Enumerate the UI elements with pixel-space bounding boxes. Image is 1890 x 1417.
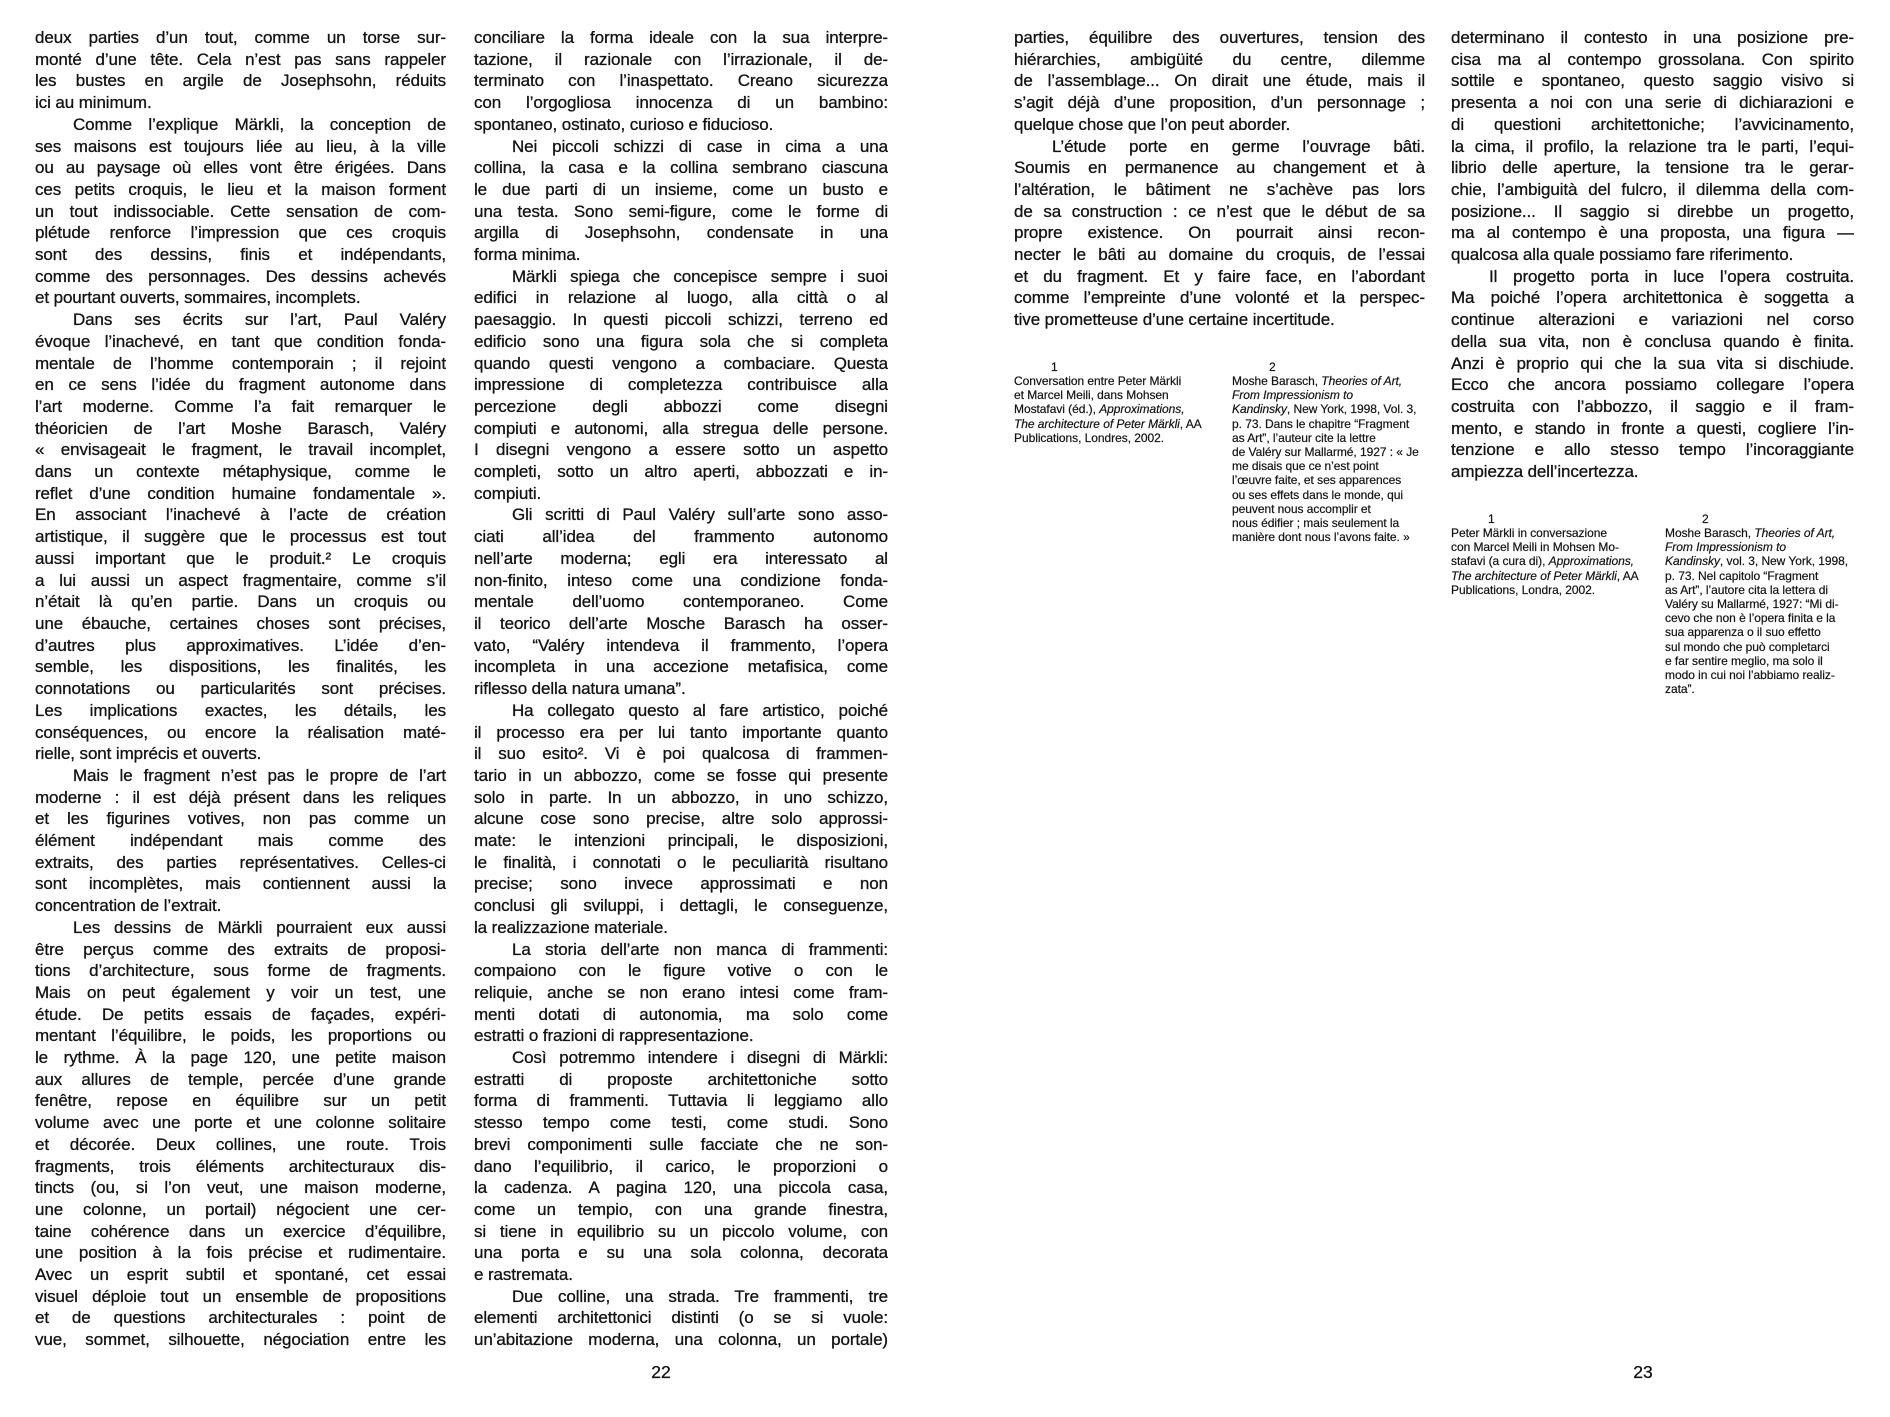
footnote-line: as Art”, l’autore cita la lettera di [1665, 582, 1828, 597]
text-line: I disegni vengono a essere sotto un aspetto [474, 440, 888, 460]
text-line: incompleta in una accezione metafisica, come [474, 657, 888, 677]
text-line: Mais on peut également y voir un test, une [35, 982, 446, 1002]
footnote [1014, 360, 1207, 545]
text-line: Dans ses écrits sur l’art, Paul Valéry [73, 310, 446, 330]
text-line: si tiene in equilibrio su un piccolo volume, con [474, 1221, 888, 1241]
text-line: une colonne, un portail) négocient une cer- [35, 1199, 446, 1219]
footnote-line: zata”. [1665, 682, 1695, 697]
text-line: et du fragment. Et y faire face, en l’abordant [1014, 266, 1425, 286]
footnote-line: Publications, Londra, 2002. [1451, 582, 1596, 597]
footnote-line: Peter Märkli in conversazione [1451, 525, 1607, 540]
footnote-number: 2 [1269, 359, 1276, 374]
text-line: d’autres plus approximatives. L’idée d’en- [35, 635, 446, 655]
text-line: una porta e su una sola colonna, decorata [474, 1243, 888, 1263]
text-line: et pourtant ouverts, sommaires, incomplets. [35, 288, 361, 308]
text-line: Gli scritti di Paul Valéry sull’arte sono asso- [512, 505, 888, 525]
text-line: estratti di proposte architettoniche sotto [474, 1069, 888, 1089]
text-line: edificio sono una figura sola che si completa [474, 331, 888, 351]
text-line: l’altération, le bâtiment ne s’achève pas lors [1014, 179, 1425, 199]
text-line: con l’orgogliosa innocenza di un bambino: [474, 93, 888, 113]
text-line: solo in parte. In un abbozzo, in uno schizzo, [474, 787, 888, 807]
text-line: monté d’une tête. Cela n’est pas sans rappeler [35, 49, 446, 69]
footnote-line: me disais que ce n’est point [1232, 459, 1379, 474]
text-line: évoque l’inachevé, en tant que condition fonda- [35, 331, 446, 351]
text-line: et de questions architecturales : point de [35, 1308, 446, 1328]
text-line: en ce sens l’idée du fragment autonome dans [35, 375, 446, 395]
text-line: s’agit déjà d’une proposition, d’un personnage ; [1014, 93, 1425, 113]
footnote-line: Mostafavi (éd.), Approximations, [1014, 402, 1185, 417]
text-line: la cadenza. A pagina 120, una piccola casa, [474, 1178, 888, 1198]
text-line: et les figurines votives, non pas comme un [35, 809, 446, 829]
text-line: posizione... Il saggio si direbbe un progetto, [1451, 201, 1854, 221]
column-italian-page-22 [474, 27, 888, 1367]
text-line: compiuti. [474, 483, 542, 503]
text-line: forma di frammenti. Tuttavia li leggiamo allo [474, 1091, 888, 1111]
text-line: les bustes en argile de Josephsohn, réduits [35, 71, 446, 91]
text-line: Ma poiché l’opera architettonica è soggetta a [1451, 288, 1854, 308]
text-line: le finalità, i connotati o le peculiarità risultano [474, 852, 888, 872]
text-line: tincts (ou, si l’on veut, une maison moderne, [35, 1178, 446, 1198]
text-line: En associant l’inachevé à l’acte de création [35, 505, 446, 525]
text-line: non-finito, inteso come una condizione fonda- [474, 570, 888, 590]
text-line: mate: le intenzioni principali, le disposizioni, [474, 831, 888, 851]
text-line: determinano il contesto in una posizione pre- [1451, 28, 1854, 47]
text-line: tenzione e allo stesso tempo l’incoraggiante [1451, 440, 1854, 460]
text-line: a lui aussi un aspect fragmentaire, comme s’il [35, 570, 446, 590]
footnote-number: 1 [1051, 359, 1058, 374]
text-line: ma al contempo è una proposta, una figura — [1451, 223, 1854, 243]
text-line: conclusi gli sviluppi, i dettagli, le conseguenze, [474, 896, 888, 916]
text-line: elementi architettonici distinti (o se si vuole: [474, 1308, 888, 1328]
footnote-line: de Valéry sur Mallarmé, 1927 : « Je [1232, 445, 1419, 460]
footnotes [1451, 512, 1854, 697]
text-line: être perçus comme des extraits de proposi- [35, 939, 446, 959]
text-line: collina, la casa e la collina sembrano ciascuna [474, 158, 888, 178]
text-line: come un tempio, con una grande finestra, [474, 1199, 888, 1219]
text-line: Anzi è proprio qui che la sua vita si dischiude. [1451, 353, 1854, 373]
text-line: n’était là qu’en partie. Dans un croquis ou [35, 592, 446, 612]
text-line: hiérarchies, ambigüité du centre, dilemme [1014, 49, 1425, 69]
footnote [1232, 360, 1425, 545]
column-italian-page-23 [1451, 27, 1854, 1367]
text-line: propre existence. On pourrait ainsi recon- [1014, 223, 1425, 243]
text-line: Ecco che ancora possiamo collegare l’opera [1451, 375, 1854, 395]
text-line: le rythme. À la page 120, une petite maison [35, 1048, 446, 1068]
text-line: edifici in relazione al luogo, alla città o al [474, 288, 888, 308]
footnote-line: Moshe Barasch, Theories of Art, [1665, 525, 1836, 540]
text-line: tazione, il razionale con l’irrazionale, il de- [474, 49, 888, 69]
text-line: théoricien de l’art Moshe Barasch, Valéry [35, 418, 446, 438]
text-line: de l’assemblage... On dirait une étude, mais il [1014, 71, 1425, 91]
footnote-line: From Impressionism to [1665, 540, 1786, 555]
footnote [1665, 512, 1854, 697]
text-line: volume avec une porte et une colonne solitaire [35, 1113, 446, 1133]
text-line: plétude renforce l’impression que ces croquis [35, 223, 446, 243]
text-line: precise; sono invece approssimati e non [474, 874, 888, 894]
text-line: conciliare la forma ideale con la sua interpre- [474, 28, 888, 47]
text-line: extraits, des parties représentatives. Celles-ci [35, 852, 446, 872]
text-line: costruita con l’abbozzo, il saggio e il fram- [1451, 396, 1854, 416]
text-line: una testa. Sono semi-figure, come le forme di [474, 201, 888, 221]
text-line: la realizzazione materiale. [474, 917, 668, 937]
text-line: quelque chose que l’on peut aborder. [1014, 114, 1291, 134]
text-line: ses maisons est toujours liée au lieu, à la ville [35, 136, 446, 156]
text-line: librio delle aperture, la tensione tra le gerar- [1451, 158, 1854, 178]
text-line: un tout indissociable. Cette sensation de com- [35, 201, 446, 221]
footnote-line: Kandinsky, vol. 3, New York, 1998, [1665, 554, 1849, 569]
footnote-line: The architecture of Peter Märkli, AA [1014, 416, 1202, 431]
text-line: comme des personnages. Des dessins achevés [35, 266, 446, 286]
text-line: fragments, trois éléments architecturaux dis- [35, 1156, 446, 1176]
text-line: estratti o frazioni di rappresentazione. [474, 1026, 754, 1046]
text-line: Avec un esprit subtil et spontané, cet essai [35, 1265, 446, 1285]
text-line: « envisageait le fragment, le travail incomplet, [35, 440, 446, 460]
footnote-line: Valéry su Mallarmé, 1927: “Mi di- [1665, 596, 1839, 611]
footnote-line: Publications, Londres, 2002. [1014, 430, 1165, 445]
text-line: sottile e spontaneo, questo saggio visivo si [1451, 71, 1854, 91]
footnote-line: sul mondo che può completarci [1665, 639, 1830, 654]
text-line: compaiono con le figure votive o con le [474, 961, 888, 981]
footnote-line: l’œuvre faite, et ses apparences [1232, 473, 1402, 488]
text-line: presenta a noi con una serie di dichiarazioni e [1451, 93, 1854, 113]
text-line: conséquences, ou encore la réalisation maté- [35, 722, 446, 742]
text-line: ici au minimum. [35, 93, 152, 113]
text-line: spontaneo, ostinato, curioso e fiducioso. [474, 114, 774, 134]
text-line: artistique, il suggère que le processus est tout [35, 527, 446, 547]
text-line: de sa construction : ce n’est que le début de sa [1014, 201, 1425, 221]
text-line: mento, e stando in fronte a questi, cogliere l’in- [1451, 418, 1854, 438]
text-line: necter le bâti au domaine du croquis, de l’essai [1014, 245, 1425, 265]
text-line: reliquie, anche se non erano intesi come fram- [474, 982, 888, 1002]
text-line: dans un contexte métaphysique, comme le [35, 462, 446, 482]
text-line: menti dotati di autonomia, ma solo come [474, 1004, 888, 1024]
text-line: élément indépendant mais comme des [35, 831, 446, 851]
footnote-line: From Impressionism to [1232, 388, 1353, 403]
text-line: Soumis en permanence au changement et à [1014, 158, 1425, 178]
footnote-line: modo in cui noi l’abbiamo realiz- [1665, 668, 1835, 682]
text-line: sont des dessins, finis et indépendants, [35, 245, 446, 265]
text-line: aussi important que le produit.² Le croquis [35, 548, 446, 568]
text-line: comme l’empreinte d’une volonté et la perspec- [1014, 288, 1425, 308]
text-line: chie, l’ambiguità del fulcro, il dilemma della com- [1451, 179, 1854, 199]
text-line: une position à la fois précise et rudimentaire. [35, 1243, 446, 1263]
text-line: riflesso della natura umana”. [474, 679, 686, 699]
text-line: parties, équilibre des ouvertures, tension des [1014, 28, 1425, 47]
text-line: dano l’equilibrio, il carico, le proporzioni o [474, 1156, 888, 1176]
text-line: concentration de l’extrait. [35, 896, 222, 916]
text-line: mentant l’équilibre, le poids, les proportions ou [35, 1026, 446, 1046]
text-line: ampiezza dell’incertezza. [1451, 462, 1639, 482]
text-line: moderne : il est déjà présent dans les reliques [35, 787, 446, 807]
text-line: l’art moderne. Comme l’a fait remarquer le [35, 396, 446, 416]
text-line: qualcosa alla quale possiamo fare riferimento. [1451, 245, 1794, 265]
text-line: stesso tempo come testi, come studi. Sono [474, 1113, 888, 1133]
text-line: et décorée. Deux collines, une route. Trois [35, 1134, 446, 1154]
text-line: connotations ou particularités sont précises. [35, 679, 446, 699]
text-line: cisa ma al contempo grossolana. Con spirito [1451, 49, 1854, 69]
footnote-number: 2 [1702, 511, 1709, 526]
text-line: Così potremmo intendere i disegni di Märkli: [512, 1048, 888, 1068]
text-line: continue alterazioni e variazioni nel corso [1451, 310, 1854, 330]
footnote-line: The architecture of Peter Märkli, AA [1451, 568, 1639, 583]
text-line: La storia dell’arte non manca di frammenti: [512, 939, 888, 959]
text-line: e rastremata. [474, 1265, 573, 1285]
text-line: ou au paysage où elles vont être érigées. Dans [35, 158, 446, 178]
text-line: forma minima. [474, 245, 581, 265]
column-french-page-22 [35, 27, 446, 1367]
text-line: paesaggio. In questi piccoli schizzi, terreno ed [474, 310, 888, 330]
text-line: sont incomplètes, mais contiennent aussi la [35, 874, 446, 894]
text-line: il processo era per lui tanto importante quanto [474, 722, 888, 742]
footnote-line: Moshe Barasch, Theories of Art, [1232, 374, 1403, 389]
text-line: un’abitazione moderna, una colonna, un portale) [474, 1330, 888, 1350]
text-line: Il progetto porta in luce l’opera costruita. [1489, 266, 1854, 286]
footnote-line: p. 73. Nel capitolo “Fragment [1665, 568, 1819, 583]
footnote-line: manière dont nous l’avons faite. » [1232, 530, 1410, 545]
text-line: nell’arte moderna; egli era interessato al [474, 548, 888, 568]
text-line: compiuti e autonomi, alla stregua delle persone. [474, 418, 888, 438]
footnotes [1014, 360, 1425, 545]
text-line: quando questi vengono a combaciare. Questa [474, 353, 888, 373]
footnote-line: Kandinsky, New York, 1998, Vol. 3, [1232, 402, 1417, 417]
text-line: une ébauche, certaines choses sont précises, [35, 613, 446, 633]
text-line: L’étude porte en germe l’ouvrage bâti. [1052, 136, 1425, 156]
text-line: mentale dell’uomo contemporaneo. Come [474, 592, 888, 612]
text-line: ces petits croquis, le lieu et la maison forment [35, 179, 446, 199]
footnote-line: e far sentire meglio, ma solo il [1665, 653, 1823, 668]
text-line: brevi componimenti sulle facciate che ne son- [474, 1134, 888, 1154]
text-line: il teorico dell’arte Mosche Barasch ha osser- [474, 613, 888, 633]
footnote-line: stafavi (a cura di), Approximations, [1451, 554, 1634, 569]
footnote-line: cevo che non è l’opera finita e la [1665, 611, 1836, 626]
footnote-line: et Marcel Meili, dans Mohsen [1014, 388, 1169, 403]
text-line: il suo esito². Vi è poi qualcosa di frammen- [474, 744, 888, 764]
text-line: aux allures de temple, percée d’une grande [35, 1069, 446, 1089]
text-line: argilla di Josephsohn, condensate in una [474, 223, 888, 243]
text-line: visuel déploie tout un ensemble de propositions [35, 1286, 446, 1306]
text-line: tions d’architecture, sous forme de fragments. [35, 961, 446, 981]
page-number-23: 23 [1633, 1362, 1653, 1382]
footnote-line: peuvent nous accomplir et [1232, 501, 1371, 516]
text-line: fenêtre, repose en équilibre sur un petit [35, 1091, 446, 1111]
text-line: étude. De petits essais de façades, expéri- [35, 1004, 446, 1024]
text-line: ciati all’idea del frammento autonomo [474, 527, 888, 547]
text-line: tario in un abbozzo, come se fosse qui presente [474, 765, 888, 785]
text-line: vue, sommet, silhouette, négociation entre les [35, 1330, 446, 1350]
text-line: Mais le fragment n’est pas le propre de l’art [73, 765, 446, 785]
text-line: impressione di completezza contribuisce alla [474, 375, 888, 395]
footnote-line: ou ses effets dans le monde, qui [1232, 487, 1403, 502]
text-line: percezione degli abbozzi come disegni [474, 396, 888, 416]
text-line: Comme l’explique Märkli, la conception de [73, 114, 446, 134]
text-line: tive prometteuse d’une certaine incertitude. [1014, 310, 1335, 330]
footnote [1451, 512, 1640, 697]
footnote-line: con Marcel Meili in Mohsen Mo- [1451, 540, 1619, 555]
text-line: rielle, sont imprécis et ouverts. [35, 744, 262, 764]
text-line: Nei piccoli schizzi di case in cima a una [512, 136, 888, 156]
text-line: la cima, il profilo, la relazione tra le parti, l’equi- [1451, 136, 1854, 156]
text-line: alcune cose sono precise, altre solo approssi- [474, 809, 888, 829]
text-line: vato, “Valéry intendeva il frammento, l’opera [474, 635, 888, 655]
text-line: Märkli spiega che concepisce sempre i suoi [512, 266, 888, 286]
text-line: mentale de l’homme contemporain ; il rejoint [35, 353, 446, 373]
footnote-line: p. 73. Dans le chapitre “Fragment [1232, 416, 1410, 431]
text-line: Ha collegato questo al fare artistico, poiché [512, 700, 888, 720]
text-line: di questioni architettoniche; l’avvicinamento, [1451, 114, 1854, 134]
text-line: completi, sotto un altro aperti, abbozzati e in- [474, 462, 888, 482]
text-line: deux parties d’un tout, comme un torse sur- [35, 28, 446, 47]
page-number-22: 22 [651, 1362, 671, 1382]
footnote-line: sua apparenza o il suo effetto [1665, 625, 1821, 640]
column-french-page-23 [1014, 27, 1425, 1367]
text-line: reflet d’une condition humaine fondamentale ». [35, 483, 446, 503]
text-line: Les dessins de Märkli pourraient eux aussi [73, 917, 446, 937]
text-line: taine cohérence dans un exercice d’équilibre, [35, 1221, 446, 1241]
footnote-line: Conversation entre Peter Märkli [1014, 374, 1182, 389]
text-line: le due parti di un insieme, come un busto e [474, 179, 888, 199]
footnote-number: 1 [1488, 511, 1495, 526]
text-line: terminato con l’inaspettato. Creano sicurezza [474, 71, 888, 91]
text-line: Due colline, una strada. Tre frammenti, tre [512, 1286, 888, 1306]
text-line: della sua vita, non è conclusa quando è finita. [1451, 331, 1854, 351]
text-line: Les implications exactes, les détails, les [35, 700, 446, 720]
footnote-line: as Art”, l’auteur cite la lettre [1232, 430, 1376, 445]
text-line: semble, les dispositions, les finalités, les [35, 657, 446, 677]
footnote-line: nous édifier ; mais seulement la [1232, 516, 1400, 531]
